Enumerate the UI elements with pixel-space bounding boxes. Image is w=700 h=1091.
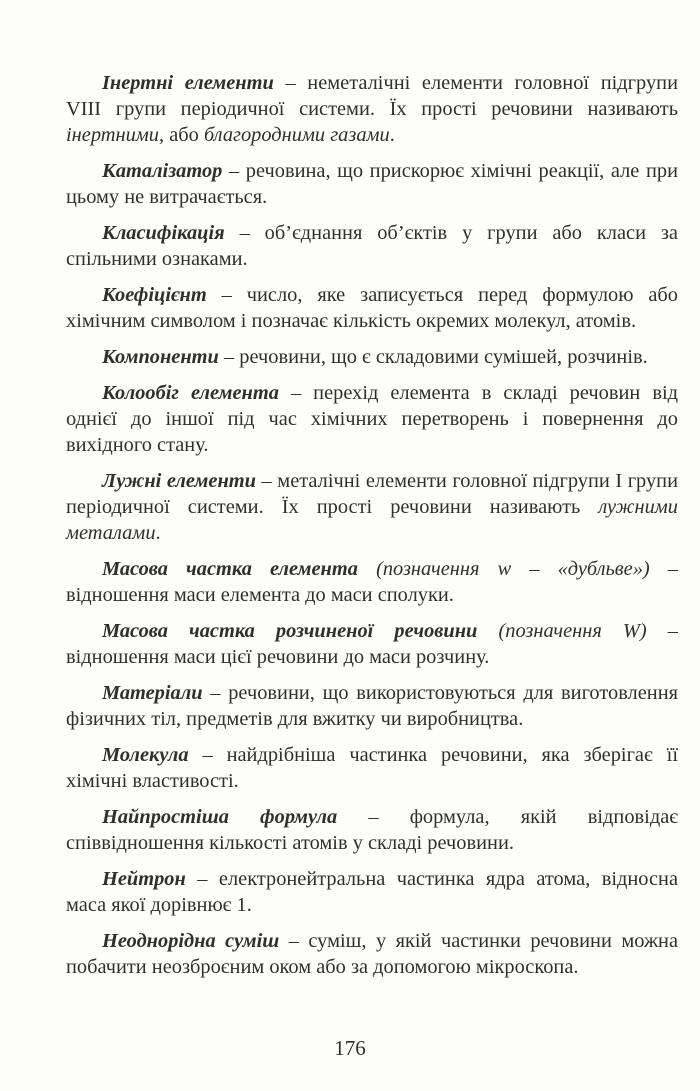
definition-text: – формула, якій відповідає співвідношення кількості атомів у складі речовини. (66, 806, 678, 854)
glossary-term: Лужні елементи (102, 470, 256, 492)
glossary-entry (66, 468, 678, 546)
definition-text: – відношення маси елемента до маси сполуки. (66, 558, 678, 606)
definition-text: – речовини, що є складовими сумішей, розчинів. (218, 346, 648, 368)
definition-text: – речовини, що використовуються для виготовлення фізичних тіл, предметів для вжитку чи виробництва. (66, 682, 678, 730)
term-note: (позначення W) (477, 620, 647, 642)
definition-text: – металічні елементи головної підгрупи I групи періодичної системи. Їх прості речовини називають (66, 470, 678, 518)
definition-text: – електронейтральна частинка ядра атома, відносна маса якої дорівнює 1. (66, 868, 678, 916)
glossary-term: Каталізатор (102, 160, 223, 182)
glossary-term: Нейтрон (102, 868, 186, 890)
glossary-term: Компоненти (102, 346, 219, 368)
glossary-term: Інертні елементи (102, 72, 274, 94)
glossary-text (66, 70, 678, 990)
definition-text: – найдрібніша частинка речовини, яка зберігає її хімічні властивості. (66, 744, 678, 792)
glossary-entry (66, 556, 678, 608)
definition-italic: інертними (66, 124, 160, 146)
definition-text: – перехід елемента в складі речовин від однієї до іншої під час хімічних перетворень і повернення до вихідного стану. (66, 382, 678, 456)
glossary-term: Найпростіша формула (102, 806, 338, 828)
definition-italic: благородними газами (203, 124, 390, 146)
glossary-entry (66, 282, 678, 334)
definition-text: . (155, 522, 161, 544)
definition-text: – суміш, у якій частинки речовини можна побачити неозброєним оком або за допомогою мікроскопа. (66, 930, 678, 978)
glossary-term: Матеріали (102, 682, 203, 704)
glossary-entry (66, 804, 678, 856)
glossary-term: Масова частка елемента (102, 558, 358, 580)
glossary-entry (66, 70, 678, 148)
glossary-entry (66, 618, 678, 670)
glossary-entry (66, 742, 678, 794)
definition-text: . (389, 124, 395, 146)
glossary-term: Коефіцієнт (102, 284, 207, 306)
glossary-term: Молекула (102, 744, 189, 766)
glossary-entry (66, 928, 678, 980)
definition-text: – число, яке записується перед формулою або хімічним символом і позначає кількість окремих молекул, атомів. (66, 284, 678, 332)
term-note: (позначення w – «дубльве») (357, 558, 650, 580)
glossary-entry (66, 344, 678, 370)
definition-text: – відношення маси цієї речовини до маси розчину. (66, 620, 678, 668)
glossary-entry (66, 158, 678, 210)
definition-text: – об’єднання об’єктів у групи або класи за спільними ознаками. (66, 222, 678, 270)
glossary-entry (66, 380, 678, 458)
definition-text: – неметалічні елементи головної підгрупи VIII групи періодичної системи. Їх прості речовини називають (66, 72, 678, 120)
glossary-entry (66, 680, 678, 732)
glossary-term: Масова частка розчиненої речовини (102, 620, 478, 642)
glossary-entry (66, 866, 678, 918)
glossary-term: Неоднорідна суміш (102, 930, 280, 952)
glossary-term: Колообіг елемента (102, 382, 279, 404)
definition-text: , або (159, 124, 204, 146)
definition-italic: лужними металами (66, 496, 678, 544)
glossary-entry (66, 220, 678, 272)
page-number: 176 (334, 1036, 366, 1060)
glossary-term: Класифікація (102, 222, 225, 244)
definition-text: – речовина, що прискорює хімічні реакції, але при цьому не витрачається. (66, 160, 678, 208)
